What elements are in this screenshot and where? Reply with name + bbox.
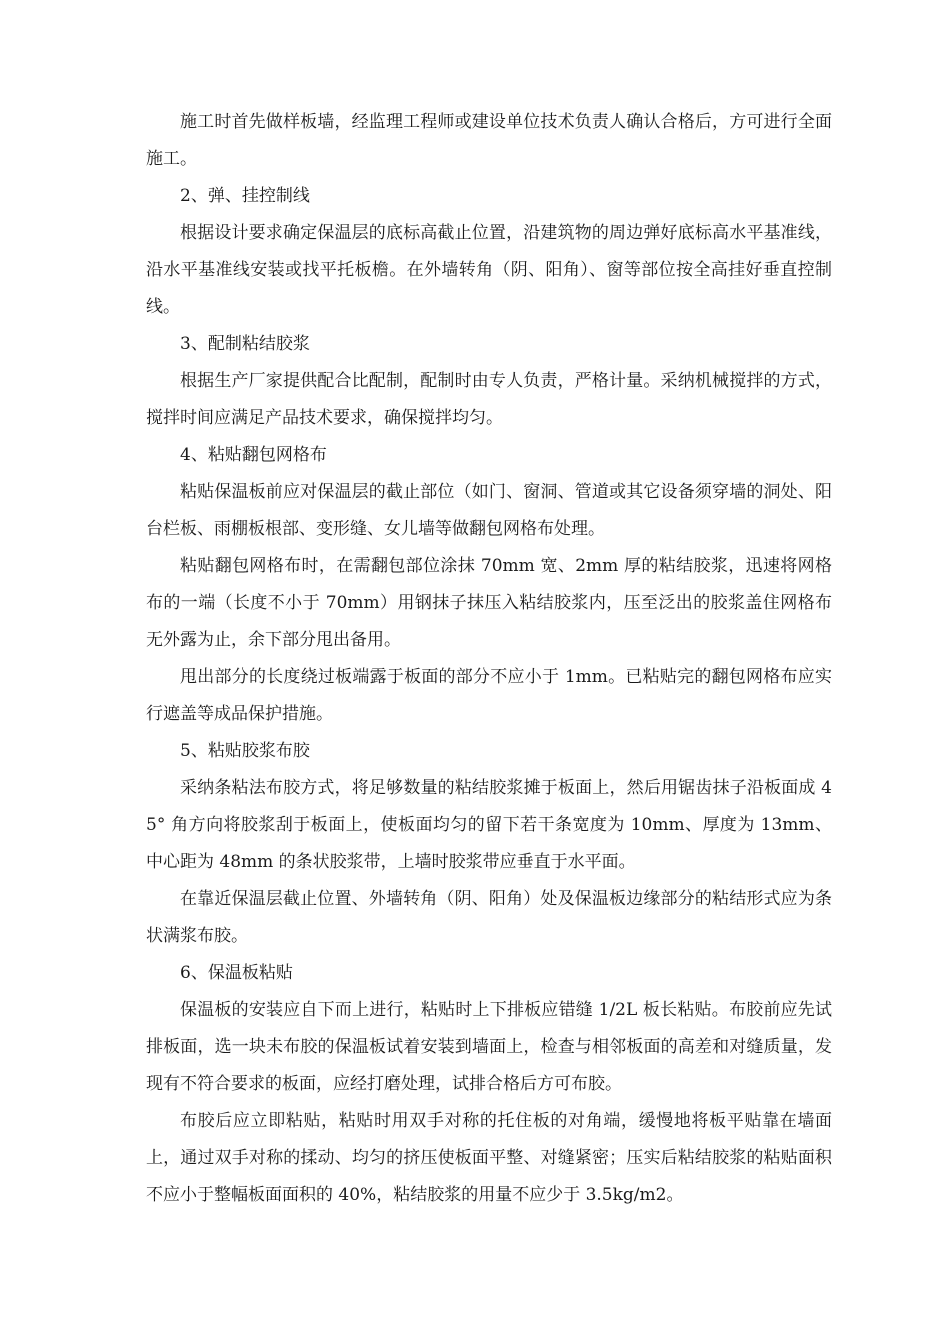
paragraph: 布胶后应立即粘贴，粘贴时用双手对称的托住板的对角端，缓慢地将板平贴靠在墙面上，通过双手对称的揉动、均匀的挤压使板面平整、对缝紧密；压实后粘结胶浆的粘贴面积不应小于整幅板面面积的 40%，粘结胶浆的用量不应少于 3.5kg/m2。 [146, 1111, 832, 1205]
section-heading: 3、配制粘结胶浆 [180, 334, 310, 354]
document-body [146, 104, 832, 1214]
paragraph: 粘贴翻包网格布时，在需翻包部位涂抹 70mm 宽、2mm 厚的粘结胶浆，迅速将网格布的一端（长度不小于 70mm）用钢抹子抹压入粘结胶浆内，压至泛出的胶浆盖住网格布无外露为止，余下部分甩出备用。 [146, 556, 832, 650]
paragraph: 保温板的安装应自下而上进行，粘贴时上下排板应错缝 1/2L 板长粘贴。布胶前应先试排板面，选一块未布胶的保温板试着安装到墙面上，检查与相邻板面的高差和对缝质量，发现有不符合要求的板面，应经打磨处理，试排合格后方可布胶。 [146, 1000, 832, 1094]
section-heading: 4、粘贴翻包网格布 [180, 445, 327, 465]
paragraph: 施工时首先做样板墙，经监理工程师或建设单位技术负责人确认合格后，方可进行全面施工。 [146, 112, 832, 169]
paragraph: 根据生产厂家提供配合比配制，配制时由专人负责，严格计量。采纳机械搅拌的方式，搅拌时间应满足产品技术要求，确保搅拌均匀。 [146, 371, 832, 428]
section-heading: 6、保温板粘贴 [180, 963, 293, 983]
paragraph: 在靠近保温层截止位置、外墙转角（阴、阳角）处及保温板边缘部分的粘结形式应为条状满浆布胶。 [146, 889, 832, 946]
section-heading: 2、弹、挂控制线 [180, 186, 310, 206]
paragraph: 甩出部分的长度绕过板端露于板面的部分不应小于 1mm。已粘贴完的翻包网格布应实行遮盖等成品保护措施。 [146, 667, 832, 724]
paragraph: 粘贴保温板前应对保温层的截止部位（如门、窗洞、管道或其它设备须穿墙的洞处、阳台栏板、雨棚板根部、变形缝、女儿墙等做翻包网格布处理。 [146, 482, 832, 539]
paragraph: 根据设计要求确定保温层的底标高截止位置，沿建筑物的周边弹好底标高水平基准线，沿水平基准线安装或找平托板檐。在外墙转角（阴、阳角）、窗等部位按全高挂好垂直控制线。 [146, 223, 832, 317]
paragraph: 采纳条粘法布胶方式，将足够数量的粘结胶浆摊于板面上，然后用锯齿抹子沿板面成 45° 角方向将胶浆刮于板面上，使板面均匀的留下若干条宽度为 10mm、厚度为 13mm、中心距为 48mm 的条状胶浆带，上墙时胶浆带应垂直于水平面。 [146, 778, 832, 872]
section-heading: 5、粘贴胶浆布胶 [180, 741, 310, 761]
